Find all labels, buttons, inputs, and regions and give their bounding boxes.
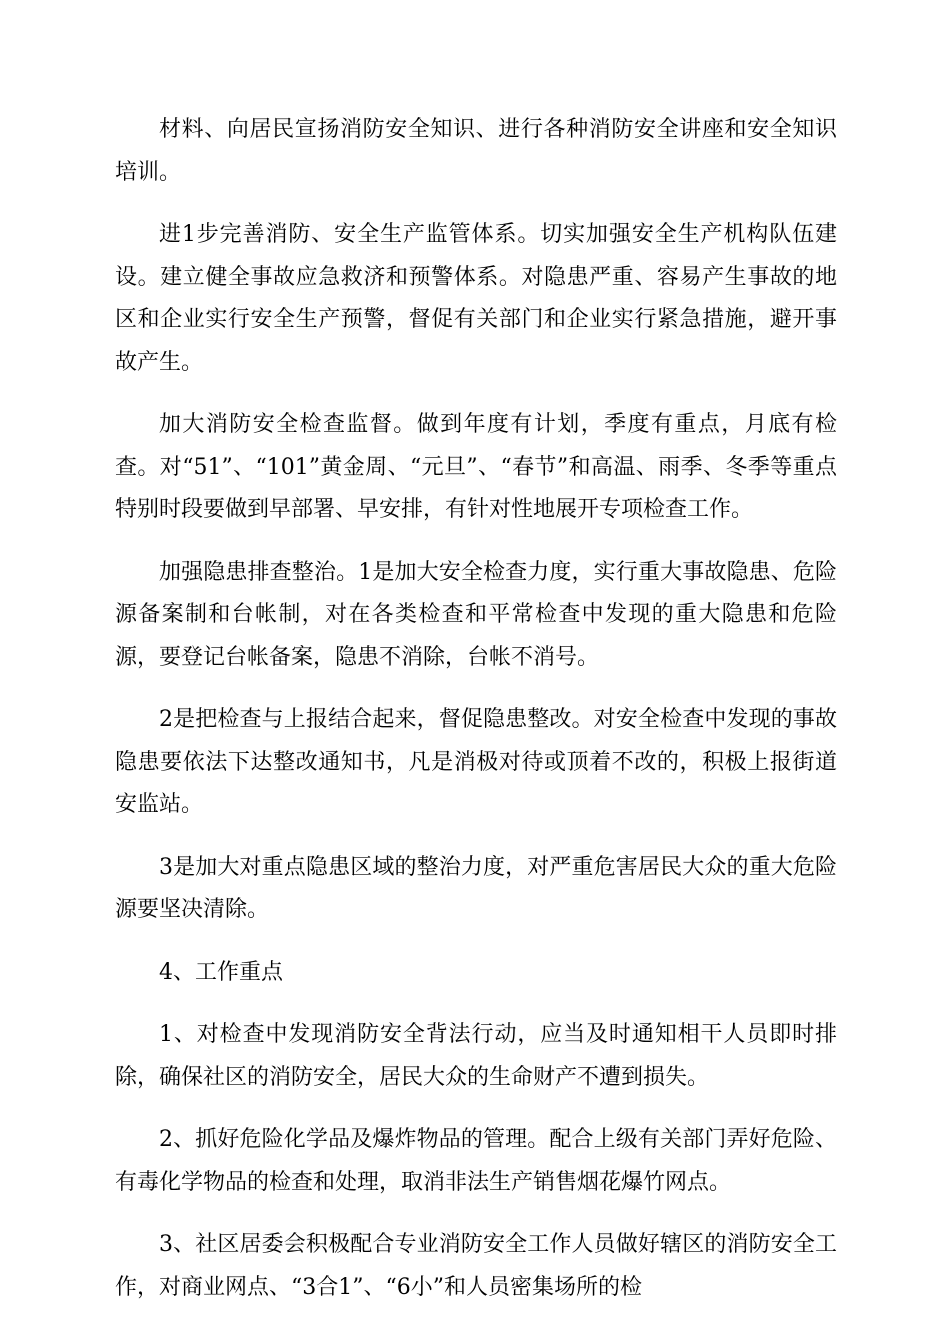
paragraph-safety-inspection: 加大消防安全检查监督。做到年度有计划，季度有重点，月底有检查。对“51”、“101”黄金周、“元旦”、“春节”和高温、雨季、冬季等重点特别时段要做到早部署、早安排，有针对性地展开专项检查工作。: [115, 412, 837, 522]
paragraph-hazard-remediation: 加强隐患排查整治。1是加大安全检查力度，实行重大事故隐患、危险源备案制和台帐制，对在各类检查和平常检查中发现的重大隐患和危险源，要登记台帐备案，隐患不消除，台帐不消号。: [115, 559, 837, 670]
paragraph-focus-item-2: 2、抓好危险化学品及爆炸物品的管理。配合上级有关部门弄好危险、有毒化学物品的检查和处理，取消非法生产销售烟花爆竹网点。: [115, 1127, 837, 1195]
paragraph-supervision-system: 进1步完善消防、安全生产监管体系。切实加强安全生产机构队伍建设。建立健全事故应急救济和预警体系。对隐患严重、容易产生事故的地区和企业实行安全生产预警，督促有关部门和企业实行紧急措施，避开事故产生。: [115, 222, 837, 375]
paragraph-inspection-reporting: 2是把检查与上报结合起来，督促隐患整改。对安全检查中发现的事故隐患要依法下达整改通知书，凡是消极对待或顶着不改的，积极上报街道安监站。: [115, 707, 837, 817]
section-heading-work-focus: 4、工作重点: [159, 959, 283, 985]
paragraph-focus-item-3: 3、社区居委会积极配合专业消防安全工作人员做好辖区的消防安全工作，对商业网点、“3合1”、“6小”和人员密集场所的检: [115, 1232, 837, 1300]
paragraph-focus-item-1: 1、对检查中发现消防安全背法行动，应当及时通知相干人员即时排除，确保社区的消防安全，居民大众的生命财产不遭到损失。: [115, 1022, 837, 1090]
paragraph-materials-training: 材料、向居民宣扬消防安全知识、进行各种消防安全讲座和安全知识培训。: [115, 117, 837, 185]
paragraph-key-hazard-areas: 3是加大对重点隐患区域的整治力度，对严重危害居民大众的重大危险源要坚决清除。: [115, 854, 837, 922]
document-body: [115, 109, 837, 1329]
